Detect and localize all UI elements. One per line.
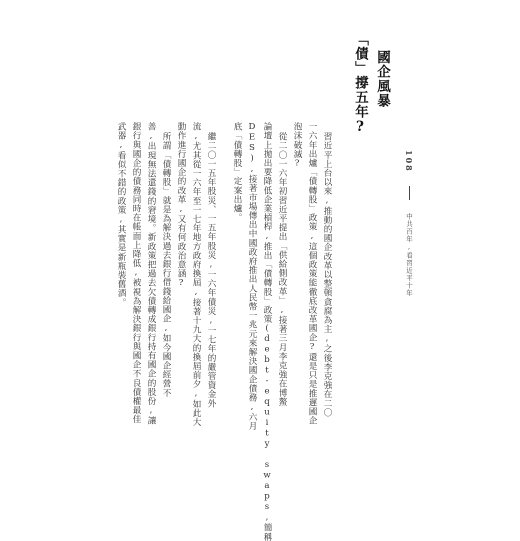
running-head [404, 150, 414, 297]
chapter-title-line1: 國企風暴 [374, 50, 390, 108]
body-line-14: 武器,看似不錯的政策,其實是新瓶裝舊酒。 [116, 122, 126, 307]
book-title: 中共百年,看習近平十年 [405, 212, 413, 297]
body-line-1: 習近平上台以來,推動的國企改革以整頓貪腐為主,之後李克強在二〇 [322, 132, 332, 417]
body-line-5: 論壇上拋出要降低企業槓桿,推出「債轉股」政策(debt-equity swaps,簡稱 [262, 122, 272, 541]
body-line-3: 泡沫破滅? [292, 122, 302, 169]
body-line-8: 繼二〇一五年股災、一五年股災,一六年債災,一七年的嚴管資金外 [206, 132, 216, 408]
body-line-10: 動作進行國企的改革,又有何政治意涵? [176, 122, 186, 289]
body-line-4: 從二〇一六年初習近平提出「供給側改革」,接著三月李克強在博鰲 [277, 132, 287, 407]
body-line-13: 銀行與國企的債務同時在帳面上降低,被視為解決銀行與國企不良債權最佳 [131, 122, 141, 424]
body-line-12: 善,出現無法還錢的窘境。新政策把過去欠債轉成銀行持有國企的股份,讓 [146, 122, 156, 426]
body-line-7: 底「債轉股」定案出爐。 [232, 122, 242, 223]
body-line-9: 流,尤其從一六年至一七年地方政府換屆,接著十九大的換屆前夕,如此大 [191, 122, 201, 427]
chapter-title-line2: 「債」撐五年? [352, 32, 368, 136]
body-line-11: 所謂「債轉股」就是為解決過去銀行借錢給國企,如今國企經營不 [161, 132, 171, 398]
page-number: 108 [404, 150, 414, 173]
body-line-2: 一六年出爐「債轉股」政策,這個政策能徹底改革國企?還是只是推遲國企 [307, 122, 317, 426]
running-head-rule [409, 186, 410, 200]
body-line-6: DES),接著市場傳出中國政府推出人民幣一兆元來解決國企債務,六月 [247, 122, 257, 431]
